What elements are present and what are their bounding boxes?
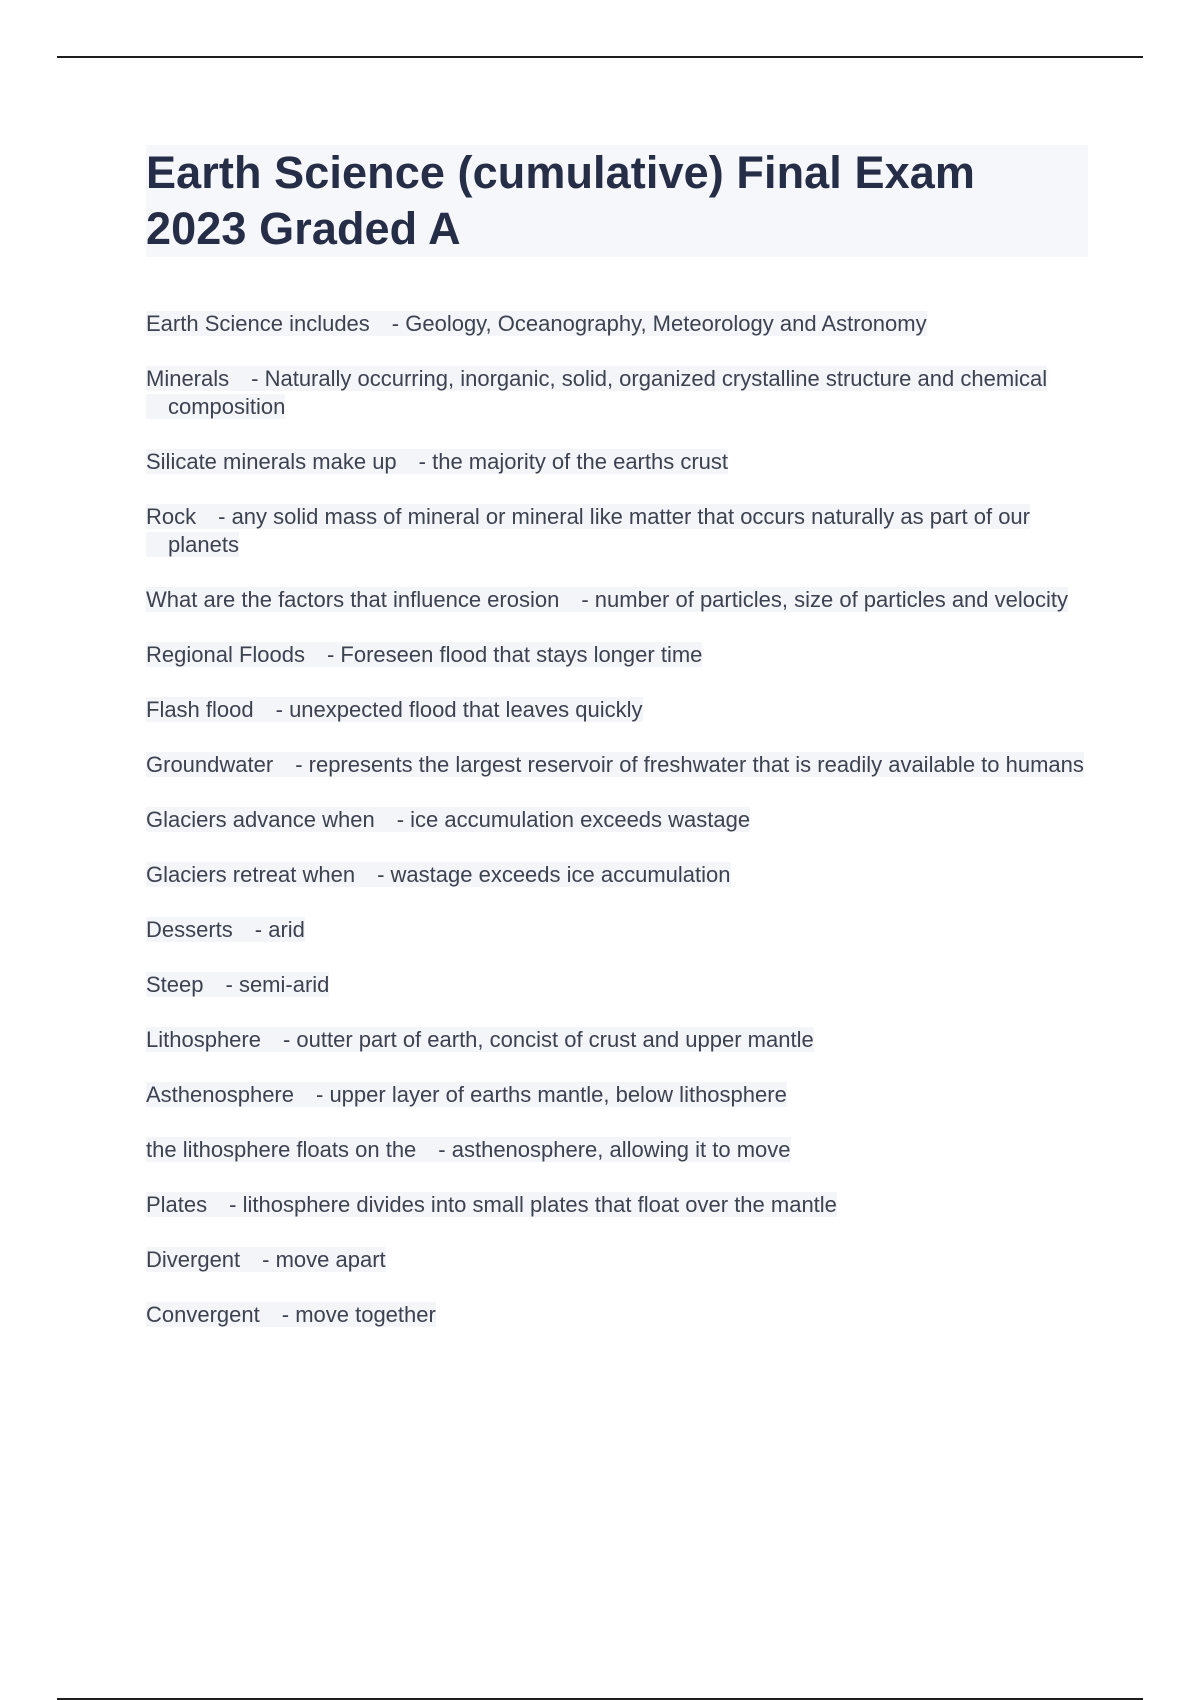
qa-answer: - Naturally occurring, inorganic, solid, organized crystalline structure and chemical composition: [168, 366, 1048, 419]
qa-item: [146, 1191, 1096, 1219]
qa-answer: - unexpected flood that leaves quickly: [275, 697, 643, 722]
qa-answer: - Geology, Oceanography, Meteorology and Astronomy: [391, 311, 927, 336]
qa-list: [146, 310, 1096, 1356]
qa-term: Minerals: [146, 366, 230, 391]
qa-answer: - Foreseen flood that stays longer time: [326, 642, 703, 667]
qa-answer: - represents the largest reservoir of freshwater that is readily available to humans: [295, 752, 1084, 777]
qa-term: Plates: [146, 1192, 208, 1217]
qa-answer: - ice accumulation exceeds wastage: [396, 807, 751, 832]
qa-item: [146, 696, 1096, 724]
qa-term: Divergent: [146, 1247, 241, 1272]
qa-item: [146, 1081, 1096, 1109]
qa-item: [146, 503, 1096, 559]
qa-item: [146, 448, 1096, 476]
qa-term: Asthenosphere: [146, 1082, 294, 1107]
qa-item: [146, 751, 1096, 779]
qa-term: Desserts: [146, 917, 233, 942]
qa-item: [146, 1301, 1096, 1329]
qa-item: [146, 806, 1096, 834]
qa-term: Rock: [146, 504, 197, 529]
qa-item: [146, 1246, 1096, 1274]
qa-answer: - any solid mass of mineral or mineral like matter that occurs naturally as part of our planets: [168, 504, 1030, 557]
qa-answer: - number of particles, size of particles and velocity: [581, 587, 1068, 612]
qa-term: Glaciers advance when: [146, 807, 375, 832]
qa-answer: - wastage exceeds ice accumulation: [377, 862, 731, 887]
qa-answer: - arid: [254, 917, 305, 942]
header-rule: [57, 56, 1143, 58]
qa-item: [146, 310, 1096, 338]
qa-term: Flash flood: [146, 697, 254, 722]
qa-term: Convergent: [146, 1302, 260, 1327]
qa-item: [146, 641, 1096, 669]
qa-answer: - lithosphere divides into small plates that float over the mantle: [229, 1192, 837, 1217]
document-title: Earth Science (cumulative) Final Exam 2023 Graded A: [146, 147, 975, 254]
qa-term: Lithosphere: [146, 1027, 261, 1052]
qa-term: Regional Floods: [146, 642, 305, 667]
qa-answer: - upper layer of earths mantle, below lithosphere: [316, 1082, 787, 1107]
qa-item: [146, 1026, 1096, 1054]
qa-answer: - the majority of the earths crust: [418, 449, 729, 474]
qa-item: [146, 1136, 1096, 1164]
qa-answer: - asthenosphere, allowing it to move: [438, 1137, 791, 1162]
qa-term: Glaciers retreat when: [146, 862, 356, 887]
qa-term: Steep: [146, 972, 204, 997]
qa-item: [146, 365, 1096, 421]
qa-answer: - move together: [281, 1302, 436, 1327]
qa-item: [146, 586, 1096, 614]
qa-answer: - semi-arid: [225, 972, 330, 997]
qa-answer: - move apart: [262, 1247, 386, 1272]
qa-term: Groundwater: [146, 752, 274, 777]
qa-term: Earth Science includes: [146, 311, 370, 336]
qa-item: [146, 861, 1096, 889]
qa-term: Silicate minerals make up: [146, 449, 397, 474]
qa-item: [146, 916, 1096, 944]
qa-term: the lithosphere floats on the: [146, 1137, 417, 1162]
qa-answer: - outter part of earth, concist of crust and upper mantle: [282, 1027, 814, 1052]
title-block: [146, 145, 1088, 257]
qa-term: What are the factors that influence erosion: [146, 587, 560, 612]
qa-item: [146, 971, 1096, 999]
